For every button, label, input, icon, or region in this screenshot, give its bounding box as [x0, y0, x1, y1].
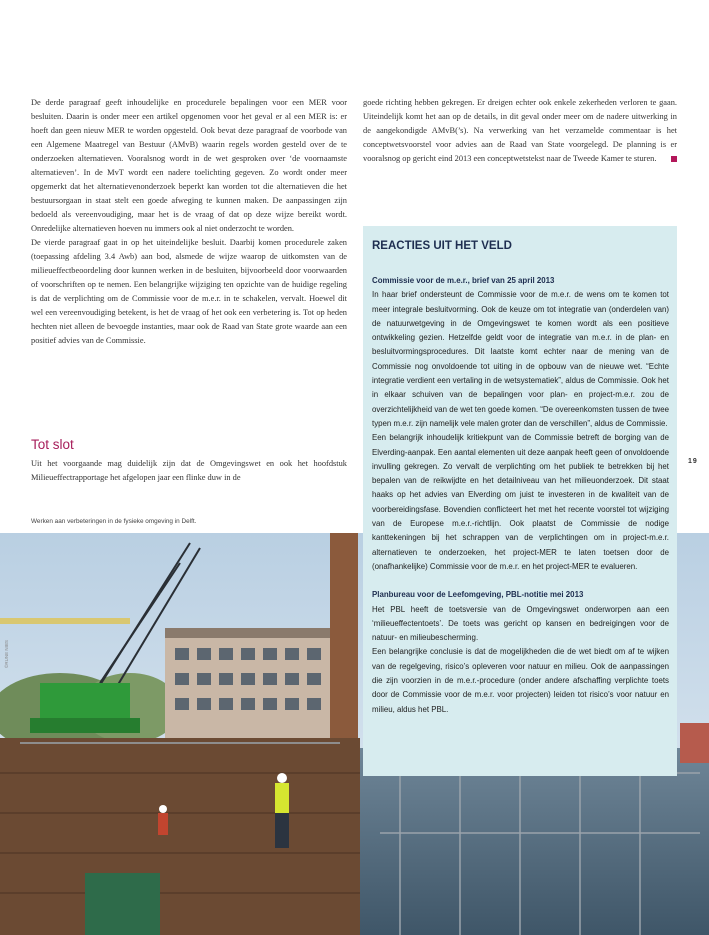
page-number: 19 — [688, 458, 698, 465]
right-column-text: goede richting hebben gekregen. Er dreigen echter ook enkele zekerheden verloren te gaan. Uiteindelijk komt het aan op de details, in dit geval onder meer om de nadere uitwerking in de aangekondigde AMvB(’s). Na verwerking van het verzamelde commentaar is het conceptwetsvoorstel voor advies aan de Raad van State voorgelegd. De planning is er vooralsnog op gericht eind 2013 een conceptwetstekst naar de Tweede Kamer te sturen. — [363, 98, 677, 163]
box-title: REACTIES UIT HET VELD — [372, 240, 512, 252]
photo-caption: Werken aan verbeteringen in de fysieke omgeving in Delft. — [31, 518, 197, 525]
tot-slot-heading: Tot slot — [31, 437, 74, 452]
tot-slot-text: Uit het voorgaande mag duidelijk zijn dat de Omgevingswet en ook het hoofdstuk Milieueffectrapportage het afgelopen jaar een flinke duw in de — [31, 459, 347, 482]
reacties-box — [363, 226, 677, 776]
box-section2-heading: Planbureau voor de Leefomgeving, PBL-notitie mei 2013 — [372, 590, 584, 600]
photo-credit: ©RUNE NIBS — [4, 640, 9, 668]
box-section1-heading: Commissie voor de m.e.r., brief van 25 april 2013 — [372, 276, 555, 285]
left-paragraph-2: De vierde paragraaf gaat in op het uiteindelijke besluit. Daarbij komen procedurele zaken (toepassing afdeling 3.4 Awb) aan bod, alsmede de wijze waarop de uitkomsten van de milieueffectbeoordeling door kunnen werken in de besluiten, bijvoorbeeld door voorwaarden of voorschriften op te nemen. Een belangrijke wijziging ten opzichte van de huidige regeling is dat de verplichting om de Commissie voor de m.e.r. in te schakelen, vervalt. Hoewel dit wel een vereenvoudiging betekent, is het de vraag of het ook een verbetering is. Tot op heden hechten niet alleen de bevoegde instanties, maar ook de Raad van State grote waarde aan een positief advies van de Commissie. — [31, 238, 347, 345]
end-of-article-icon — [671, 156, 677, 162]
right-column-top — [363, 96, 677, 166]
left-column — [31, 96, 347, 348]
box-section1-paragraph-1: In haar brief ondersteunt de Commissie voor de m.e.r. de wens om te komen tot meer integrale besluitvorming. Ook de keuze om tot integratie van (onderdelen van) de natuurwetgeving in de Omgevingswet te komen wordt als een positieve ontwikkeling gezien. Hetzelfde geldt voor de integratie van m.e.r. in de plan- en besluitvormingsprocedures. Dit laatste komt echter naar de mening van de Commissie nog onvoldoende tot uiting in de opbouw van de nieuwe wet. “Echte integratie verdient een vertaling in de wetsystematiek”, aldus de Commissie. Ook het in elkaar schuiven van de bepalingen voor plan- en project-m.e.r. zou de overzichtelijkheid van de wet ten goede komen. “De overeenkomsten tussen de twee typen m.e.r. zijn namelijk vele malen groter dan de verschillen”, aldus de Commissie. — [372, 290, 669, 428]
box-section1-paragraph-2: Een belangrijk inhoudelijk kritiekpunt van de Commissie betreft de borging van de Elverding-aanpak. Een aantal elementen uit deze aanpak heeft geen of onvoldoende invulling gekregen. Zo vervalt de verplichting om het publiek te betrekken bij het bepalen van de reikwijdte en het detailniveau van het milieuonderzoek. Dit staat haaks op het advies van Elverding om juist te investeren in de kwaliteit van de voorbereidingsfase. Bovendien conflicteert het met het recente voorstel tot wijziging van de Europese m.e.r.-richtlijn. Ook plaatst de Commissie de nodige kanttekeningen bij het schrappen van de verplichtingen om in project-m.e.r. alternatieven te onderzoeken, het project-MER te laten toetsen door de (onafhankelijke) Commissie voor de m.e.r. en het project-MER te evalueren. — [372, 433, 669, 571]
box-section2-paragraph-1: Het PBL heeft de toetsversie van de Omgevingswet onderworpen aan een ‘milieueffectentoets’. De toets was gericht op kansen en bedreigingen voor de natuur- en milieubescherming. — [372, 604, 669, 643]
box-section2-paragraph-2: Een belangrijke conclusie is dat de mogelijkheden die de wet biedt om af te wijken van de regelgeving, risico’s opleveren voor natuur en milieu. Ook de aanpassingen die zijn voorzien in de m.e.r.-procedure (onder andere afschaffing verplichte toets door de Commissie voor de m.e.r. voor projecten) leiden tot risico’s voor natuur en milieu, aldus het PBL. — [372, 647, 669, 714]
box-body — [372, 274, 669, 717]
left-paragraph-1: De derde paragraaf geeft inhoudelijke en procedurele bepalingen voor een MER voor besluiten. Daarin is onder meer een artikel opgenomen voor het geval er al een MER is: er hoeft dan geen nieuw MER te worden opgesteld. Ook bevat deze paragraaf de voorbode van een Algemene Maatregel van Bestuur (AMvB) waarin regels worden gesteld over de te onderzoeken alternatieven. Vooralsnog wordt in de wet gesproken over ‘de voornaamste alternatieven’. In de MvT wordt een nadere toelichting gegeven. Zo wordt onder meer opgemerkt dat het alternatievenonderzoek beperkt kan worden tot die alternatieven die het bestuursorgaan in staat stelt een goede afweging te kunnen maken. De aanpassingen zijn bedoeld als vereenvoudiging, maar het is de vraag of dat op deze wijze bereikt wordt. Onredelijke alternatieven hoeven nu immers ook al niet onderzocht te worden. — [31, 98, 347, 233]
